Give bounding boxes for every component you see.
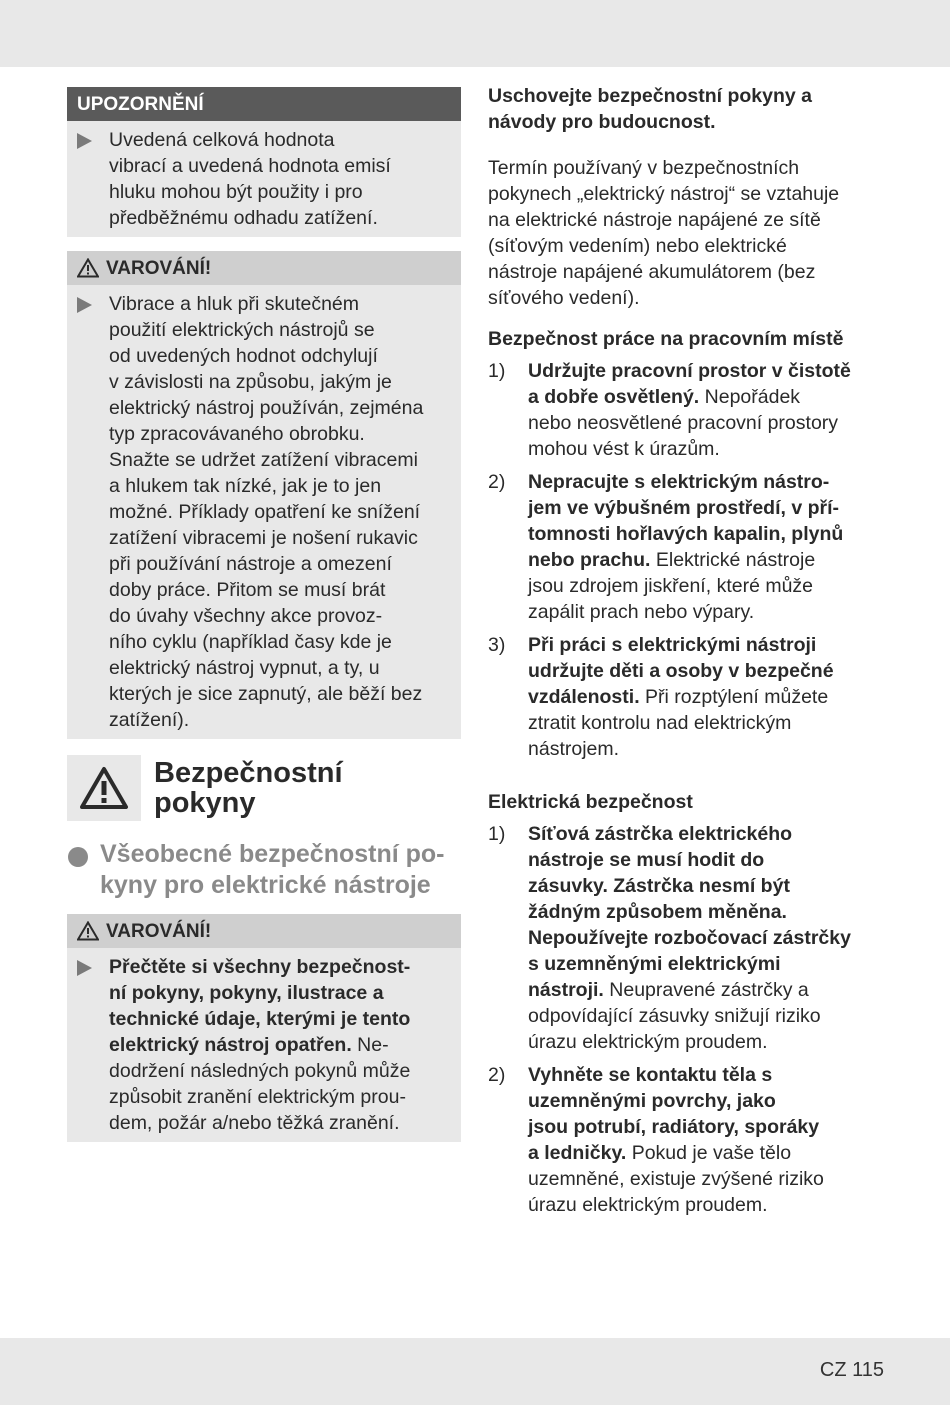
text-line: Uschovejte bezpečnostní pokyny a [488, 85, 813, 107]
text-line: kterých je sice zapnutý, ale běží bez [109, 683, 423, 705]
text-line: Snažte se udržet zatížení vibracemi [109, 449, 418, 471]
text-line: ztratit kontrolu nad elektrickým [528, 712, 792, 734]
text-phrase: Neupravené zástrčky a [603, 979, 809, 1001]
text-line: dodržení následných pokynů může [109, 1060, 411, 1082]
text-line: tomnosti hořlavých kapalin, plynů [528, 523, 844, 545]
warning-label: VAROVÁNÍ! [106, 257, 212, 279]
text-line: jsou potrubí, radiátory, sporáky [528, 1116, 820, 1138]
footer-band [0, 1338, 950, 1405]
warning-triangle-icon [79, 766, 129, 810]
text-line: Vibrace a hluk při skutečném [109, 293, 360, 315]
item-number: 1) [488, 360, 506, 382]
text-line: použití elektrických nástrojů se [109, 319, 375, 341]
text-line: při používání nástroje a omezení [109, 553, 392, 575]
text-line: předběžnému odhadu zatížení. [109, 207, 378, 229]
text-line: jem ve výbušném prostředí, v pří- [528, 497, 840, 519]
section-title [67, 755, 461, 821]
text-line [528, 1140, 888, 1166]
text-line: Vyhněte se kontaktu těla s [528, 1064, 773, 1086]
electrical-heading: Elektrická bezpečnost [488, 791, 693, 813]
right-column [488, 83, 888, 1218]
warning-box-vibration [67, 251, 461, 739]
text-line: v závislosti na způsobu, jakým je [109, 371, 392, 393]
left-column [67, 87, 461, 1142]
text-line: nástroje se musí hodit do [528, 849, 765, 871]
text-line: možné. Příklady opatření ke snížení [109, 501, 421, 523]
text-line: zatížení vibracemi je nošení rukavic [109, 527, 418, 549]
warning-body [67, 285, 461, 739]
text-line [528, 977, 888, 1003]
title-line: Bezpečnostní [154, 757, 343, 789]
list-item [488, 469, 888, 625]
warning-box-read-instructions [67, 914, 461, 1142]
text-line [528, 684, 888, 710]
text-line: Nepoužívejte rozbočovací zástrčky [528, 927, 851, 949]
text-line: pokynech „elektrický nástroj“ se vztahuje [488, 183, 840, 205]
list-item [488, 821, 888, 1055]
list-item [488, 632, 888, 762]
warning-header [67, 251, 461, 285]
text-line: návody pro budoucnost. [488, 111, 716, 133]
text-line: uzemněné, existuje zvýšené riziko [528, 1168, 824, 1190]
item-number: 2) [488, 1064, 506, 1086]
text-line: hluku mohou být použity i pro [109, 181, 363, 203]
text-phrase: Ne- [351, 1034, 389, 1056]
item-number: 1) [488, 823, 506, 845]
warning-triangle-icon [77, 258, 99, 278]
text-phrase: Elektrické nástroje [650, 549, 816, 571]
text-line [109, 1032, 453, 1058]
text-line: Přečtěte si všechny bezpečnost- [109, 956, 411, 978]
bold-phrase: elektrický nástroj opatřen. [109, 1034, 352, 1056]
subtitle-line: Všeobecné bezpečnostní po- [100, 840, 445, 868]
text-line: Při práci s elektrickými nástroji [528, 634, 817, 656]
header-band [0, 0, 950, 67]
text-line: Udržujte pracovní prostor v čistotě [528, 360, 851, 382]
text-line: úrazu elektrickým proudem. [528, 1194, 768, 1216]
text-line: vibrací a uvedená hodnota emisí [109, 155, 391, 177]
notice-box [67, 87, 461, 237]
text-line: udržujte děti a osoby v bezpečné [528, 660, 834, 682]
text-line: žádným způsobem měněna. [528, 901, 787, 923]
item-number: 2) [488, 471, 506, 493]
bullet-dot-icon [68, 847, 88, 867]
text-line: nebo neosvětlené pracovní prostory [528, 412, 839, 434]
bold-phrase: a ledničky. [528, 1142, 627, 1164]
list-item [488, 1062, 888, 1218]
text-line: jsou zdrojem jiskření, které může [528, 575, 814, 597]
text-line: úrazu elektrickým proudem. [528, 1031, 768, 1053]
arrow-icon [77, 133, 92, 149]
page-title [154, 758, 343, 818]
text-line: ního cyklu (například časy kde je [109, 631, 392, 653]
intro-heading [488, 83, 888, 135]
text-line: Termín používaný v bezpečnostních [488, 157, 800, 179]
text-line: na elektrické nástroje napájené ze sítě [488, 209, 821, 231]
text-line: technické údaje, kterými je tento [109, 1008, 411, 1030]
text-line: mohou vést k úrazům. [528, 438, 720, 460]
text-line: do úvahy všechny akce provoz- [109, 605, 383, 627]
notice-body [67, 121, 461, 237]
text-line: nástrojem. [528, 738, 620, 760]
list-item [488, 358, 888, 462]
bold-phrase: nebo prachu. [528, 549, 651, 571]
text-line: Nepracujte s elektrickým nástro- [528, 471, 830, 493]
text-phrase: Při rozptýlení můžete [639, 686, 829, 708]
notice-label: UPOZORNĚNÍ [67, 87, 461, 121]
text-line: dem, požár a/nebo těžká zranění. [109, 1112, 400, 1134]
bold-phrase: nástroji. [528, 979, 604, 1001]
bold-phrase: a dobře osvětlený. [528, 386, 700, 408]
text-line: nástroje napájené akumulátorem (bez [488, 261, 816, 283]
item-number: 3) [488, 634, 506, 656]
text-line: od uvedených hodnot odchylují [109, 345, 378, 367]
text-line: Síťová zástrčka elektrického [528, 823, 793, 845]
text-line: elektrický nástroj vypnut, a ty, u [109, 657, 380, 679]
text-line: síťového vedení). [488, 287, 640, 309]
subtitle-line: kyny pro elektrické nástroje [100, 871, 431, 899]
text-line: ní pokyny, pokyny, ilustrace a [109, 982, 384, 1004]
text-line: typ zpracovávaného obrobku. [109, 423, 365, 445]
page-number: CZ 115 [819, 1359, 884, 1381]
text-line [528, 547, 888, 573]
subsection-title [67, 839, 461, 901]
warning-header [67, 914, 461, 948]
intro-paragraph [488, 155, 888, 311]
text-line: uzemněnými povrchy, jako [528, 1090, 776, 1112]
workplace-heading: Bezpečnost práce na pracovním místě [488, 328, 844, 350]
warning-triangle-icon [77, 921, 99, 941]
warning-body [67, 948, 461, 1142]
text-phrase: Pokud je vaše tělo [626, 1142, 792, 1164]
text-line: zatížení). [109, 709, 190, 731]
arrow-icon [77, 960, 92, 976]
text-line: s uzemněnými elektrickými [528, 953, 781, 975]
text-line: doby práce. Přitom se musí brát [109, 579, 386, 601]
text-line [528, 384, 888, 410]
text-line: zapálit prach nebo výpary. [528, 601, 755, 623]
bold-phrase: vzdálenosti. [528, 686, 640, 708]
title-icon-box [67, 755, 141, 821]
text-line: elektrický nástroj používán, zejména [109, 397, 424, 419]
arrow-icon [77, 297, 92, 313]
text-line: zásuvky. Zástrčka nesmí být [528, 875, 790, 897]
title-line: pokyny [154, 787, 256, 819]
text-line: (síťovým vedením) nebo elektrické [488, 235, 787, 257]
warning-label: VAROVÁNÍ! [106, 920, 212, 942]
text-line: Uvedená celková hodnota [109, 129, 335, 151]
text-line: způsobit zranění elektrickým prou- [109, 1086, 406, 1108]
text-line: odpovídající zásuvky snižují riziko [528, 1005, 821, 1027]
text-phrase: Nepořádek [699, 386, 801, 408]
text-line: a hlukem tak nízké, jak je to jen [109, 475, 382, 497]
